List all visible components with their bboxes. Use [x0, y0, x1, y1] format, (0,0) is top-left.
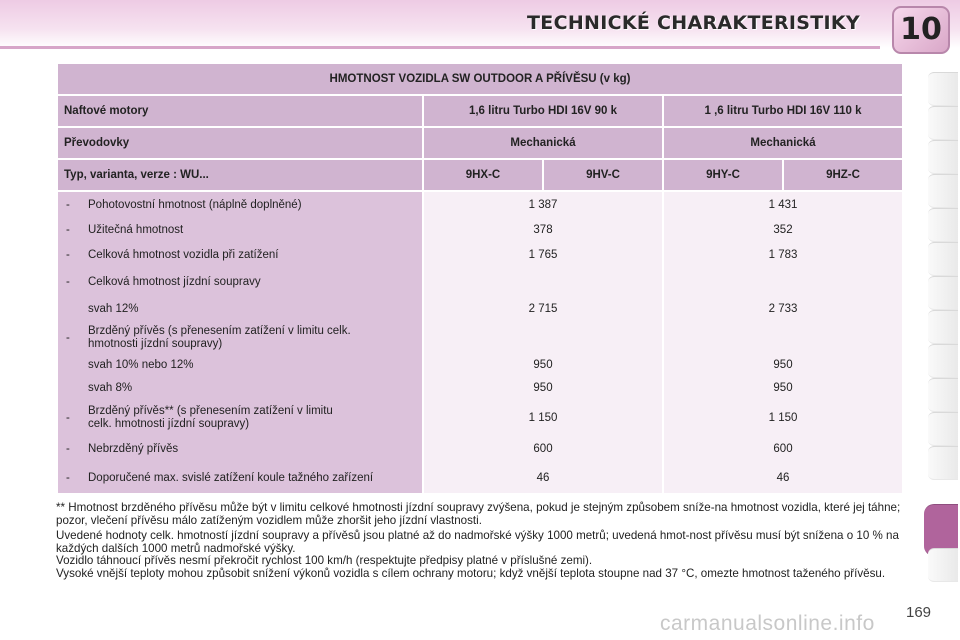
- chapter-number: 10: [900, 12, 942, 47]
- row-label: Celková hmotnost jízdní soupravy: [88, 276, 261, 288]
- row-label: Doporučené max. svislé zatížení koule tažného zařízení: [88, 471, 374, 484]
- chapter-tab[interactable]: [928, 548, 958, 582]
- row-label: svah 8%: [88, 382, 133, 394]
- chapter-tabs: [928, 72, 960, 582]
- chapter-tab[interactable]: [928, 242, 958, 276]
- gearbox-90: Mechanická: [424, 128, 662, 158]
- table-cell: 600: [773, 443, 793, 455]
- table-cell: [670, 269, 896, 296]
- type-9hz: 9HZ-C: [784, 160, 902, 190]
- table-cell: [670, 322, 896, 354]
- engine-90: 1,6 litru Turbo HDI 16V 90 k: [424, 96, 662, 126]
- table-row: - Užitečná hmotnost: [64, 218, 416, 242]
- weights-table: [56, 62, 904, 495]
- table-cell: 352: [773, 223, 793, 236]
- footnote: ** Hmotnost brzděného přívěsu může být v limitu celkové hmotnosti jízdní soupravy zvýšena, pokud je stejným způsobem sníže-na hmotnost vozidla, které jej táhne; pozor, vlečení přívěsu málo zatíženým vozidlem může zhoršit jeho jízdní vlastnosti.: [56, 501, 901, 527]
- chapter-tab[interactable]: [928, 310, 958, 344]
- table-row: - Pohotovostní hmotnost (náplně doplněné): [64, 192, 416, 218]
- chapter-tab[interactable]: [928, 72, 958, 106]
- table-row: - Celková hmotnost vozidla při zatížení: [64, 242, 416, 269]
- type-9hv: 9HV-C: [544, 160, 662, 190]
- gearbox-label: Převodovky: [58, 128, 422, 158]
- table-cell: 600: [533, 443, 553, 455]
- table-cell: 2 733: [768, 302, 798, 315]
- chapter-tab[interactable]: [928, 412, 958, 446]
- engine-110: 1 ,6 litru Turbo HDI 16V 110 k: [664, 96, 902, 126]
- chapter-tab[interactable]: [928, 208, 958, 242]
- table-cell: 950: [533, 382, 553, 394]
- header-rule: [0, 46, 880, 49]
- table-cell: 1 431: [768, 198, 798, 211]
- page-title: TECHNICKÉ CHARAKTERISTIKY: [527, 12, 860, 34]
- notes: [56, 530, 908, 580]
- engine-label: Naftové motory: [58, 96, 422, 126]
- table-row: - Nebrzděný přívěs: [64, 436, 416, 463]
- table-row: [64, 354, 416, 377]
- table-cell: 950: [533, 359, 553, 371]
- table-cell: 1 150: [768, 411, 798, 424]
- table-row: - Brzděný přívěs (s přenesením zatížení v limitu celk. hmotnosti jízdní soupravy): [64, 322, 416, 354]
- row-label: Brzděný přívěs** (s přenesením zatížení v limitu celk. hmotnosti jízdní soupravy): [88, 405, 333, 430]
- table-cell: 46: [776, 471, 790, 484]
- row-label: Pohotovostní hmotnost (náplně doplněné): [88, 198, 302, 211]
- table-cell: 378: [533, 223, 553, 236]
- table-cell: 46: [536, 471, 550, 484]
- values-110-column: [664, 192, 902, 493]
- table-row: - Brzděný přívěs** (s přenesením zatížení v limitu celk. hmotnosti jízdní soupravy): [64, 400, 416, 436]
- table-cell: 950: [773, 382, 793, 394]
- page-number: 169: [906, 604, 932, 621]
- row-label: Nebrzděný přívěs: [88, 443, 179, 455]
- table-cell: [430, 269, 656, 296]
- gearbox-110: Mechanická: [664, 128, 902, 158]
- type-label: Typ, varianta, verze : WU...: [58, 160, 422, 190]
- table-cell: 1 783: [768, 249, 798, 261]
- chapter-tab[interactable]: [928, 446, 958, 480]
- chapter-tab[interactable]: [928, 174, 958, 208]
- chapter-tab[interactable]: [928, 140, 958, 174]
- chapter-tab[interactable]: [928, 378, 958, 412]
- chapter-tab[interactable]: [928, 106, 958, 140]
- type-9hx: 9HX-C: [424, 160, 542, 190]
- note-paragraph: Vysoké vnější teploty mohou způsobit snížení výkonů vozidla s cílem ochrany motoru; když vnější teplota stoupne nad 37 °C, omezte hmotnost taženého přívěsu.: [56, 566, 886, 580]
- table-cell: 1 150: [528, 411, 558, 424]
- label-column: [58, 192, 422, 493]
- row-label: svah 12%: [88, 302, 139, 315]
- chapter-tab[interactable]: [928, 344, 958, 378]
- table-title: HMOTNOST VOZIDLA SW OUTDOOR A PŘÍVĚSU (v kg): [58, 64, 902, 94]
- table-cell: 1 765: [528, 249, 558, 261]
- note-paragraph: Uvedené hodnoty celk. hmotností jízdní soupravy a přívěsů jsou platné až do nadmořské výšky 1000 metrů; uvedená hmot-nost přívěsu musí být snížena o 10 % na každých dalších 1000 metrů nadmořské výšky.: [56, 529, 899, 555]
- chapter-badge: [892, 6, 950, 54]
- type-9hy: 9HY-C: [664, 160, 782, 190]
- table-row: [64, 377, 416, 400]
- values-90-column: [424, 192, 662, 493]
- table-cell: [430, 322, 656, 354]
- table-cell: 2 715: [528, 302, 558, 315]
- watermark: carmanualsonline.info: [660, 612, 875, 635]
- note-paragraph: Vozidlo táhnoucí přívěs nesmí překročit rychlost 100 km/h (respektujte předpisy platné v příslušné zemi).: [56, 554, 593, 567]
- row-label: Užitečná hmotnost: [88, 223, 184, 236]
- row-label: Brzděný přívěs (s přenesením zatížení v limitu celk. hmotnosti jízdní soupravy): [88, 325, 351, 350]
- table-row: - Celková hmotnost jízdní soupravy: [64, 269, 416, 296]
- row-label: svah 10% nebo 12%: [88, 359, 194, 371]
- row-label: Celková hmotnost vozidla při zatížení: [88, 249, 279, 261]
- table-cell: 1 387: [528, 198, 558, 211]
- table-row: [64, 296, 416, 322]
- table-cell: 950: [773, 359, 793, 371]
- chapter-tab[interactable]: [928, 276, 958, 310]
- table-row: - Doporučené max. svislé zatížení koule tažného zařízení: [64, 463, 416, 493]
